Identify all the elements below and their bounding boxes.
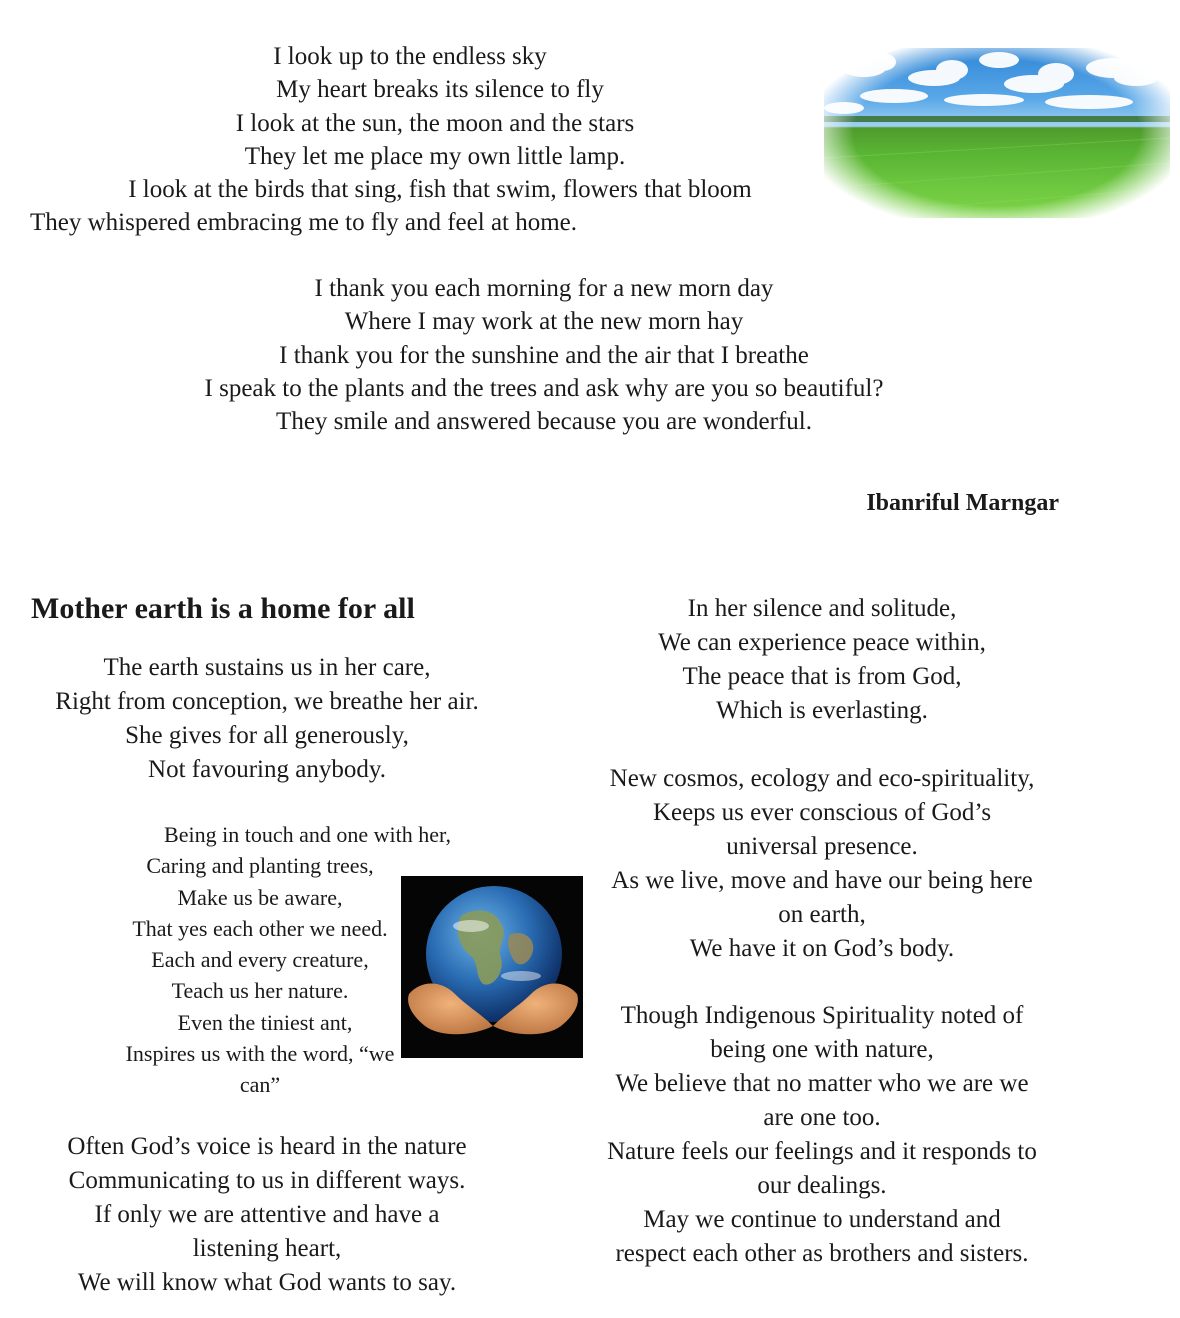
poem-line: Though Indigenous Spirituality noted of — [620, 1002, 1024, 1029]
poem-line: The earth sustains us in her care, — [103, 654, 431, 681]
poem-line: Right from conception, we breathe her air. — [55, 688, 479, 715]
poem2-right-stanza-1 — [575, 592, 1069, 728]
poem2-left-stanza-1 — [0, 651, 534, 787]
poem-line: The peace that is from God, — [682, 663, 962, 690]
poem-line: We can experience peace within, — [658, 629, 986, 656]
poem-line: I look at the sun, the moon and the stars — [235, 109, 635, 137]
poem2-left-stanza-3 — [0, 1130, 534, 1300]
poem-line: They let me place my own little lamp. — [244, 142, 626, 170]
poem-line: Make us be aware, — [177, 884, 343, 910]
poem-line: Even the tiniest ant, — [177, 1009, 353, 1035]
poem-line: listening heart, — [192, 1235, 342, 1262]
poem-line: Nature feels our feelings and it responds to — [607, 1138, 1037, 1165]
meadow-scene — [824, 48, 1170, 218]
poem2-right-stanza-3 — [575, 999, 1069, 1271]
poem-line: I thank you each morning for a new morn day — [314, 275, 774, 302]
poem-line: I look at the birds that sing, fish that swim, flowers that bloom — [128, 176, 752, 204]
poem-line: She gives for all generously, — [125, 722, 409, 749]
globe-scene — [401, 876, 583, 1058]
poem-line: being one with nature, — [710, 1036, 934, 1063]
poem-author: Ibanriful Marngar — [866, 490, 1059, 516]
poem-line: May we continue to understand and — [643, 1206, 1001, 1233]
poem-line: Each and every creature, — [151, 947, 369, 973]
poem1-stanza-2 — [0, 272, 1088, 438]
poem-line: We have it on God’s body. — [689, 935, 955, 962]
poem-line: respect each other as brothers and sisters. — [615, 1240, 1029, 1267]
poem-line: can” — [239, 1072, 281, 1098]
poem-line: are one too. — [763, 1104, 881, 1131]
poem-line: That yes each other we need. — [132, 915, 388, 941]
poem-line: I speak to the plants and the trees and ask why are you so beautiful? — [204, 374, 884, 402]
poem-line: universal presence. — [726, 833, 918, 860]
poem-line: We will know what God wants to say. — [77, 1269, 457, 1296]
poem-line: Inspires us with the word, “we — [125, 1041, 395, 1067]
poem-line: Teach us her nature. — [171, 978, 349, 1004]
poem1-stanza-1 — [30, 40, 810, 240]
poem-line: In her silence and solitude, — [687, 595, 957, 622]
poem-line: Which is everlasting. — [716, 697, 928, 724]
poem-line: I look up to the endless sky — [273, 43, 547, 70]
poem-line: My heart breaks its silence to fly — [276, 76, 604, 104]
poem-line: Where I may work at the new morn hay — [344, 308, 744, 336]
poem-line: our dealings. — [757, 1172, 887, 1199]
poem-line: I thank you for the sunshine and the air that I breathe — [279, 341, 809, 369]
poem2-right-stanza-2 — [575, 762, 1069, 966]
poem-line: They smile and answered because you are wonderful. — [276, 408, 812, 436]
poem-line: Keeps us ever conscious of God’s — [652, 799, 992, 826]
poem-line: As we live, move and have our being here — [611, 867, 1033, 894]
poem-line: on earth, — [778, 901, 866, 928]
poem-line: New cosmos, ecology and eco-spirituality, — [609, 765, 1035, 792]
poem-line: Often God’s voice is heard in the nature — [67, 1133, 467, 1160]
poem-title: Mother earth is a home for all — [31, 592, 415, 625]
poem-line: Communicating to us in different ways. — [68, 1167, 466, 1194]
meadow-sky-image — [824, 48, 1170, 218]
poem-line: Caring and planting trees, — [146, 853, 374, 879]
poem-line: Not favouring anybody. — [148, 756, 386, 783]
poem-line: We believe that no matter who we are we — [615, 1070, 1029, 1097]
globe-in-hands-image — [401, 876, 583, 1058]
poem-line: They whispered embracing me to fly and feel at home. — [30, 209, 578, 237]
poem-line: Being in touch and one with her, — [164, 822, 451, 847]
poem-line: If only we are attentive and have a — [94, 1201, 440, 1228]
